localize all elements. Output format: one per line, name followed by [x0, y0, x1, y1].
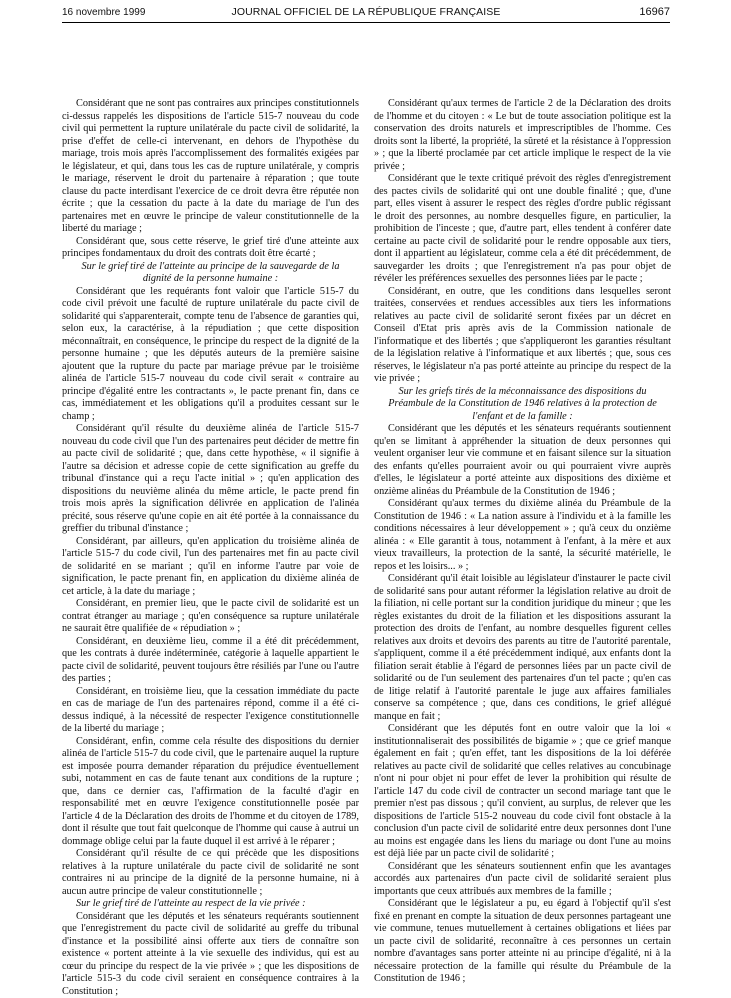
paragraph: Considérant, en deuxième lieu, comme il a été dit précédemment, que les contrats à durée indéterminée, catégorie à laquelle appartient le pacte civil de solidarité, peuvent toujours être résiliés par l'une ou l'autre des parties ; — [62, 636, 359, 686]
journal-title: JOURNAL OFFICIEL DE LA RÉPUBLIQUE FRANÇAISE — [62, 6, 670, 18]
header-date: 16 novembre 1999 — [62, 7, 145, 18]
paragraph: Considérant que, sous cette réserve, le grief tiré d'une atteinte aux principes fondamentaux du droit des contrats doit être écarté ; — [62, 236, 359, 261]
section-heading: Sur le grief tiré de l'atteinte au principe de la sauvegarde de la dignité de la personne humaine : — [62, 261, 359, 286]
paragraph: Considérant que les députés et les sénateurs requérants soutiennent que l'enregistrement du pacte civil de solidarité au greffe du tribunal d'instance et la possibilité ainsi offerte aux tiers de connaître son existence « portent atteinte à la vie sexuelle des individus, qui est au cœur du principe du respect de la vie privée » ; que les dispositions de l'article 515-3 du code civil seraient en conséquence contraires à la Constitution ; — [62, 911, 359, 998]
page-header — [62, 4, 670, 20]
paragraph: Considérant que les sénateurs soutiennent enfin que les avantages accordés aux partenaires d'un pacte civil de solidarité seraient plus importants que ceux attribués aux membres de la famille ; — [374, 861, 671, 899]
paragraph: Considérant, enfin, comme cela résulte des dispositions du dernier alinéa de l'article 515-7 du code civil, que le partenaire auquel la rupture est imposée pourra demander réparation du préjudice éventuellement subi, notamment en cas de faute tenant aux conditions de la rupture ; que, dans ce dernier cas, l'affirmation de la faculté d'agir en responsabilité met en œuvre l'exigence constitutionnelle posée par l'article 4 de la Déclaration des droits de l'homme et du citoyen de 1789, dont il résulte que tout fait quelconque de l'homme qui cause à autrui un dommage oblige celui par la faute duquel il est arrivé à le réparer ; — [62, 736, 359, 849]
paragraph: Considérant qu'il résulte du deuxième alinéa de l'article 515-7 nouveau du code civil que l'un des partenaires peut décider de mettre fin au pacte civil de solidarité ; que, dans cette hypothèse, « il signifie à l'autre sa décision et adresse copie de cette signification au greffe du tribunal d'instance qui a reçu l'acte initial » ; qu'en application des dispositions du neuvième alinéa du même article, le pacte prend fin trois mois après la signification délivrée en application de l'alinéa précité, sous réserve qu'une copie en ait été portée à la connaissance du greffier du tribunal d'instance ; — [62, 423, 359, 536]
section-heading: Sur les griefs tirés de la méconnaissance des dispositions du Préambule de la Constitution de 1946 relatives à la protection de l'enfant et de la famille : — [374, 386, 671, 424]
right-column — [374, 98, 671, 986]
paragraph: Considérant qu'il était loisible au législateur d'instaurer le pacte civil de solidarité sans pour autant réformer la législation relative au droit de la filiation, ni celle portant sur la condition juridique du mineur ; que les règles existantes du droit de la filiation et les dispositions assurant la protection des droits de l'enfant, au nombre desquelles figurent celles relatives aux droits et devoirs des parents au titre de l'autorité parentale, s'appliquent, comme il a été précédemment indiqué, aux enfants dont la filiation serait établie à l'égard de personnes liées par un pacte civil de solidarité ou de l'un seulement des partenaires d'un tel pacte ; qu'en cas de litige relatif à l'autorité parentale le juge aux affaires familiales conserve sa compétence ; que, dans ces conditions, le grief allégué manque en fait ; — [374, 573, 671, 723]
paragraph: Considérant que les députés font en outre valoir que la loi « institutionnaliserait des possibilités de bigamie » ; que ce grief manque également en fait ; qu'en effet, tant les dispositions de la loi déférée relatives au pacte civil de solidarité que celles relatives au concubinage n'ont ni pour objet ni pour effet de lever la prohibition qui résulte de l'article 147 du code civil de contracter un second mariage tant que le premier n'est pas dissous ; qu'il convient, au surplus, de relever que les dispositions de l'article 515-2 nouveau du code civil font obstacle à la conclusion d'un pacte civil de solidarité entre deux personnes dont l'une au moins est engagée dans les liens du mariage ou dont l'une au moins est déjà liée par un pacte civil de solidarité ; — [374, 723, 671, 861]
paragraph: Considérant que les requérants font valoir que l'article 515-7 du code civil prévoit une faculté de rupture unilatérale du pacte civil de solidarité qui s'apparenterait, compte tenu de l'absence de garanties qui, selon eux, la caractérise, à la répudiation ; que cette disposition méconnaîtrait, en conséquence, le principe du respect de la dignité de la personne humaine ; que les députés auteurs de la première saisine ajoutent que la rupture du pacte par mariage prévue par le troisième alinéa de l'article 515-7 nouveau du code civil serait « contraire au principe d'égalité entre les contractants », le pacte prenant fin, dans ce cas, immédiatement et les obligations qu'il a produites cessant sur le champ ; — [62, 286, 359, 424]
paragraph: Considérant qu'aux termes de l'article 2 de la Déclaration des droits de l'homme et du citoyen : « Le but de toute association politique est la conservation des droits naturels et imprescriptibles de l'homme. Ces droits sont la liberté, la propriété, la sûreté et la résistance à l'oppression » ; que la liberté proclamée par cet article implique le respect de la vie privée ; — [374, 98, 671, 173]
paragraph: Considérant que le texte critiqué prévoit des règles d'enregistrement des pactes civils de solidarité qui ont une double finalité ; que, d'une part, elles visent à assurer le respect des règles d'ordre public régissant le droit des personnes, au nombre desquelles figure, en particulier, la prohibition de l'inceste ; que, d'autre part, elles tendent à conférer date certaine au pacte civil de solidarité pour le rendre opposable aux tiers, dont il appartient au législateur, comme cela a été dit précédemment, de sauvegarder les droits ; que l'enregistrement n'a pas pour objet de révéler les préférences sexuelles des personnes liées par le pacte ; — [374, 173, 671, 286]
paragraph: Considérant qu'aux termes du dixième alinéa du Préambule de la Constitution de 1946 : « La nation assure à l'individu et à la famille les conditions nécessaires à leur développement » ; qu'à ceux du onzième alinéa : « Elle garantit à tous, notamment à l'enfant, à la mère et aux vieux travailleurs, la protection de la santé, la sécurité matérielle, le repos et les loisirs... » ; — [374, 498, 671, 573]
paragraph: Considérant que ne sont pas contraires aux principes constitutionnels ci-dessus rappelés les dispositions de l'article 515-7 nouveau du code civil qui permettent la rupture unilatérale du pacte civil de solidarité, la prise d'effet de celle-ci intervenant, en dehors de l'hypothèse du mariage, trois mois après l'accomplissement des formalités exigées par le législateur, et qui, dans tous les cas de rupture unilatérale, y compris le mariage, réservent le droit du partenaire à réparation ; que toute clause du pacte interdisant l'exercice de ce droit devra être réputée non écrite ; que la cessation du pacte à la date du mariage de l'un des partenaires met en œuvre le principe de valeur constitutionnelle de la liberté du mariage ; — [62, 98, 359, 236]
paragraph: Considérant, en outre, que les conditions dans lesquelles seront traitées, conservées et rendues accessibles aux tiers les informations relatives au pacte civil de solidarité seront fixées par un décret en Conseil d'Etat pris après avis de la Commission nationale de l'informatique et des libertés ; que s'appliqueront les garanties résultant de la législation relative à l'informatique et aux libertés ; que, sous ces réserves, le législateur n'a pas porté atteinte au principe du respect de la vie privée ; — [374, 286, 671, 386]
page-number: 16967 — [639, 6, 670, 18]
paragraph: Considérant qu'il résulte de ce qui précède que les dispositions relatives à la rupture unilatérale du pacte civil de solidarité ne sont contraires ni au principe de la dignité de la personne humaine, ni à aucun autre principe de valeur constitutionnelle ; — [62, 848, 359, 898]
section-heading: Sur le grief tiré de l'atteinte au respect de la vie privée : — [62, 898, 359, 911]
left-column — [62, 98, 359, 998]
paragraph: Considérant que le législateur a pu, eu égard à l'objectif qu'il s'est fixé en prenant en compte la situation de deux personnes partageant une vie commune, tenues mutuellement à certaines obligations et liées par un pacte civil de solidarité, reconnaître à ces personnes un certain nombre d'avantages sans porter atteinte ni au principe d'égalité, ni à la nécessaire protection de la famille qui résulte du Préambule de la Constitution de 1946 ; — [374, 898, 671, 986]
paragraph: Considérant que les députés et les sénateurs requérants soutiennent qu'en se limitant à appréhender la situation de deux personnes qui veulent organiser leur vie commune et en faisant silence sur la situation des enfants qu'elles pourraient avoir ou qui pourraient vivre auprès d'elles, le législateur a porté atteinte aux dispositions des dixième et onzième alinéas du Préambule de la Constitution de 1946 ; — [374, 423, 671, 498]
paragraph: Considérant, par ailleurs, qu'en application du troisième alinéa de l'article 515-7 du code civil, l'un des partenaires met fin au pacte civil de solidarité en se mariant ; qu'il en informe l'autre par voie de signification, le pacte prenant fin, en application du dixième alinéa de cet article, à la date du mariage ; — [62, 536, 359, 599]
header-rule — [62, 22, 670, 23]
paragraph: Considérant, en premier lieu, que le pacte civil de solidarité est un contrat étranger au mariage ; qu'en conséquence sa rupture unilatérale ne saurait être qualifiée de « répudiation » ; — [62, 598, 359, 636]
paragraph: Considérant, en troisième lieu, que la cessation immédiate du pacte en cas de mariage de l'un des partenaires répond, comme il a été ci-dessus indiqué, à la nécessité de respecter l'exigence constitutionnelle de la liberté du mariage ; — [62, 686, 359, 736]
